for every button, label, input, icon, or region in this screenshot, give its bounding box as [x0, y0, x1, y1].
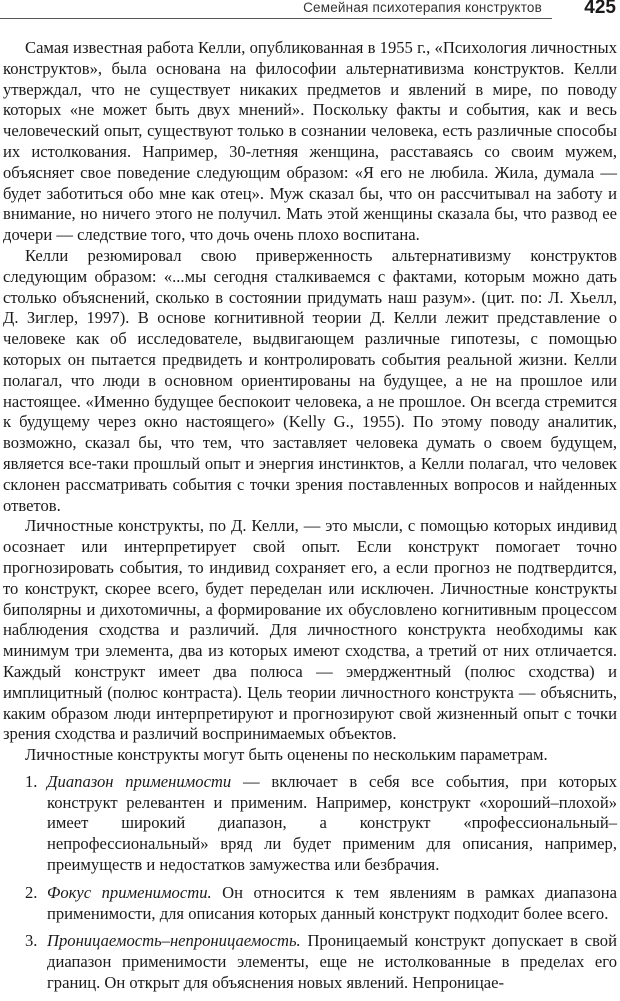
list-item-term: Диапазон применимости: [47, 771, 232, 791]
parameters-list: [3, 772, 617, 994]
list-item-number: 2.: [25, 882, 38, 902]
list-item-term: Проницаемость–непроницаемость.: [47, 931, 301, 951]
list-item-text: — включает в себя все события, при которых конструкт релевантен и применим. Например, конструкт «хороший–плохой» имеет широкий диапазон, а конструкт «профессиональный–непрофессиональный» вряд ли будет применим для описания, например, преимуществ и недостатков замужества или безбрачия.: [47, 771, 617, 875]
list-item-number: 3.: [25, 931, 38, 951]
paragraph-3: Личностные конструкты, по Д. Келли, — это мысли, с помощью которых индивид осознает или интерпретирует свой опыт. Если конструкт помогает точно прогнозировать события, то индивид сохраняет его, а если прогноз не подтвердится, то конструкт, скорее всего, будет переделан или исключен. Личностные конструкты биполярны и дихотомичны, а формирование их обусловлено когнитивным процессом наблюдения сходства и различий. Для личностного конструкта необходимы как минимум три элемента, два из которых имеют сходства, а третий от них отличается. Каждый конструкт имеет два полюса — эмерджентный (полюс сходства) и имплицитный (полюс контраста). Цель теории личностного конструкта — объяснить, каким образом люди интерпретируют и прогнозируют свой жизненный опыт с точки зрения сходства и различий воспринимаемых объектов.: [3, 516, 617, 744]
page-body: [3, 38, 617, 1001]
list-item-focus-of-convenience: [3, 883, 617, 925]
paragraph-2: Келли резюмировал свою приверженность альтернативизму конструктов следующим образом: «...мы сегодня сталкиваемся с фактами, которым можно дать столько объяснений, сколько в состоянии придумать наш разум». (цит. по: Л. Хьелл, Д. Зиглер, 1997). В основе когнитивной теории Д. Келли лежит представление о человеке как об исследователе, выдвигающем различные гипотезы, с помощью которых он пытается предвидеть и контролировать события реальной жизни. Келли полагал, что люди в основном ориентированы на будущее, а не на прошлое или настоящее. «Именно будущее беспокоит человека, а не прошлое. Он всегда стремится к будущему через окно настоящего» (Kelly G., 1955). По этому поводу аналитик, возможно, сказал бы, что тем, что заставляет человека думать о своем будущем, является все-таки прошлый опыт и энергия инстинктов, а Келли полагал, что человек склонен рассматривать события с точки зрения поставленных вопросов и найденных ответов.: [3, 245, 617, 515]
paragraph-4: Личностные конструкты могут быть оценены по нескольким параметрам.: [25, 745, 548, 765]
list-item-text: Он относится к тем явлениям в рамках диапазона применимости, для описания которых данный конструкт подходит более всего.: [47, 882, 617, 923]
running-title: Семейная психотерапия конструктов: [297, 0, 542, 15]
list-item-number: 1.: [25, 771, 38, 791]
list-item-permeability: [3, 931, 617, 993]
paragraph-1: Самая известная работа Келли, опубликованная в 1955 г., «Психология личностных конструктов», была основана на философии альтернативизма конструктов. Келли утверждал, что не существует никаких предметов и явлений в мире, по поводу которых «не может быть двух мнений». Поскольку факты и события, как и весь человеческий опыт, существуют только в сознании человека, есть различные способы их истолкования. Например, 30-летняя женщина, расставаясь со своим мужем, объясняет свое поведение следующим образом: «Я его не любила. Жила, думала — будет заботиться обо мне как отец». Муж сказал бы, что он рассчитывал на заботу и внимание, но ничего этого не получил. Мать этой женщины сказала бы, что развод ее дочери — следствие того, что дочь очень плохо воспитана.: [3, 38, 617, 245]
list-item-range-of-convenience: [3, 772, 617, 876]
header-rule: [0, 18, 552, 19]
page-header: [0, 0, 620, 22]
page-number: 425: [584, 0, 616, 18]
list-item-term: Фокус применимости.: [47, 882, 212, 902]
list-item-text: Проницаемый конструкт допускает в свой диапазон применимости элементы, еще не истолкованные в пределах его границ. Он открыт для объяснения новых явлений. Непроницае-: [47, 931, 617, 993]
